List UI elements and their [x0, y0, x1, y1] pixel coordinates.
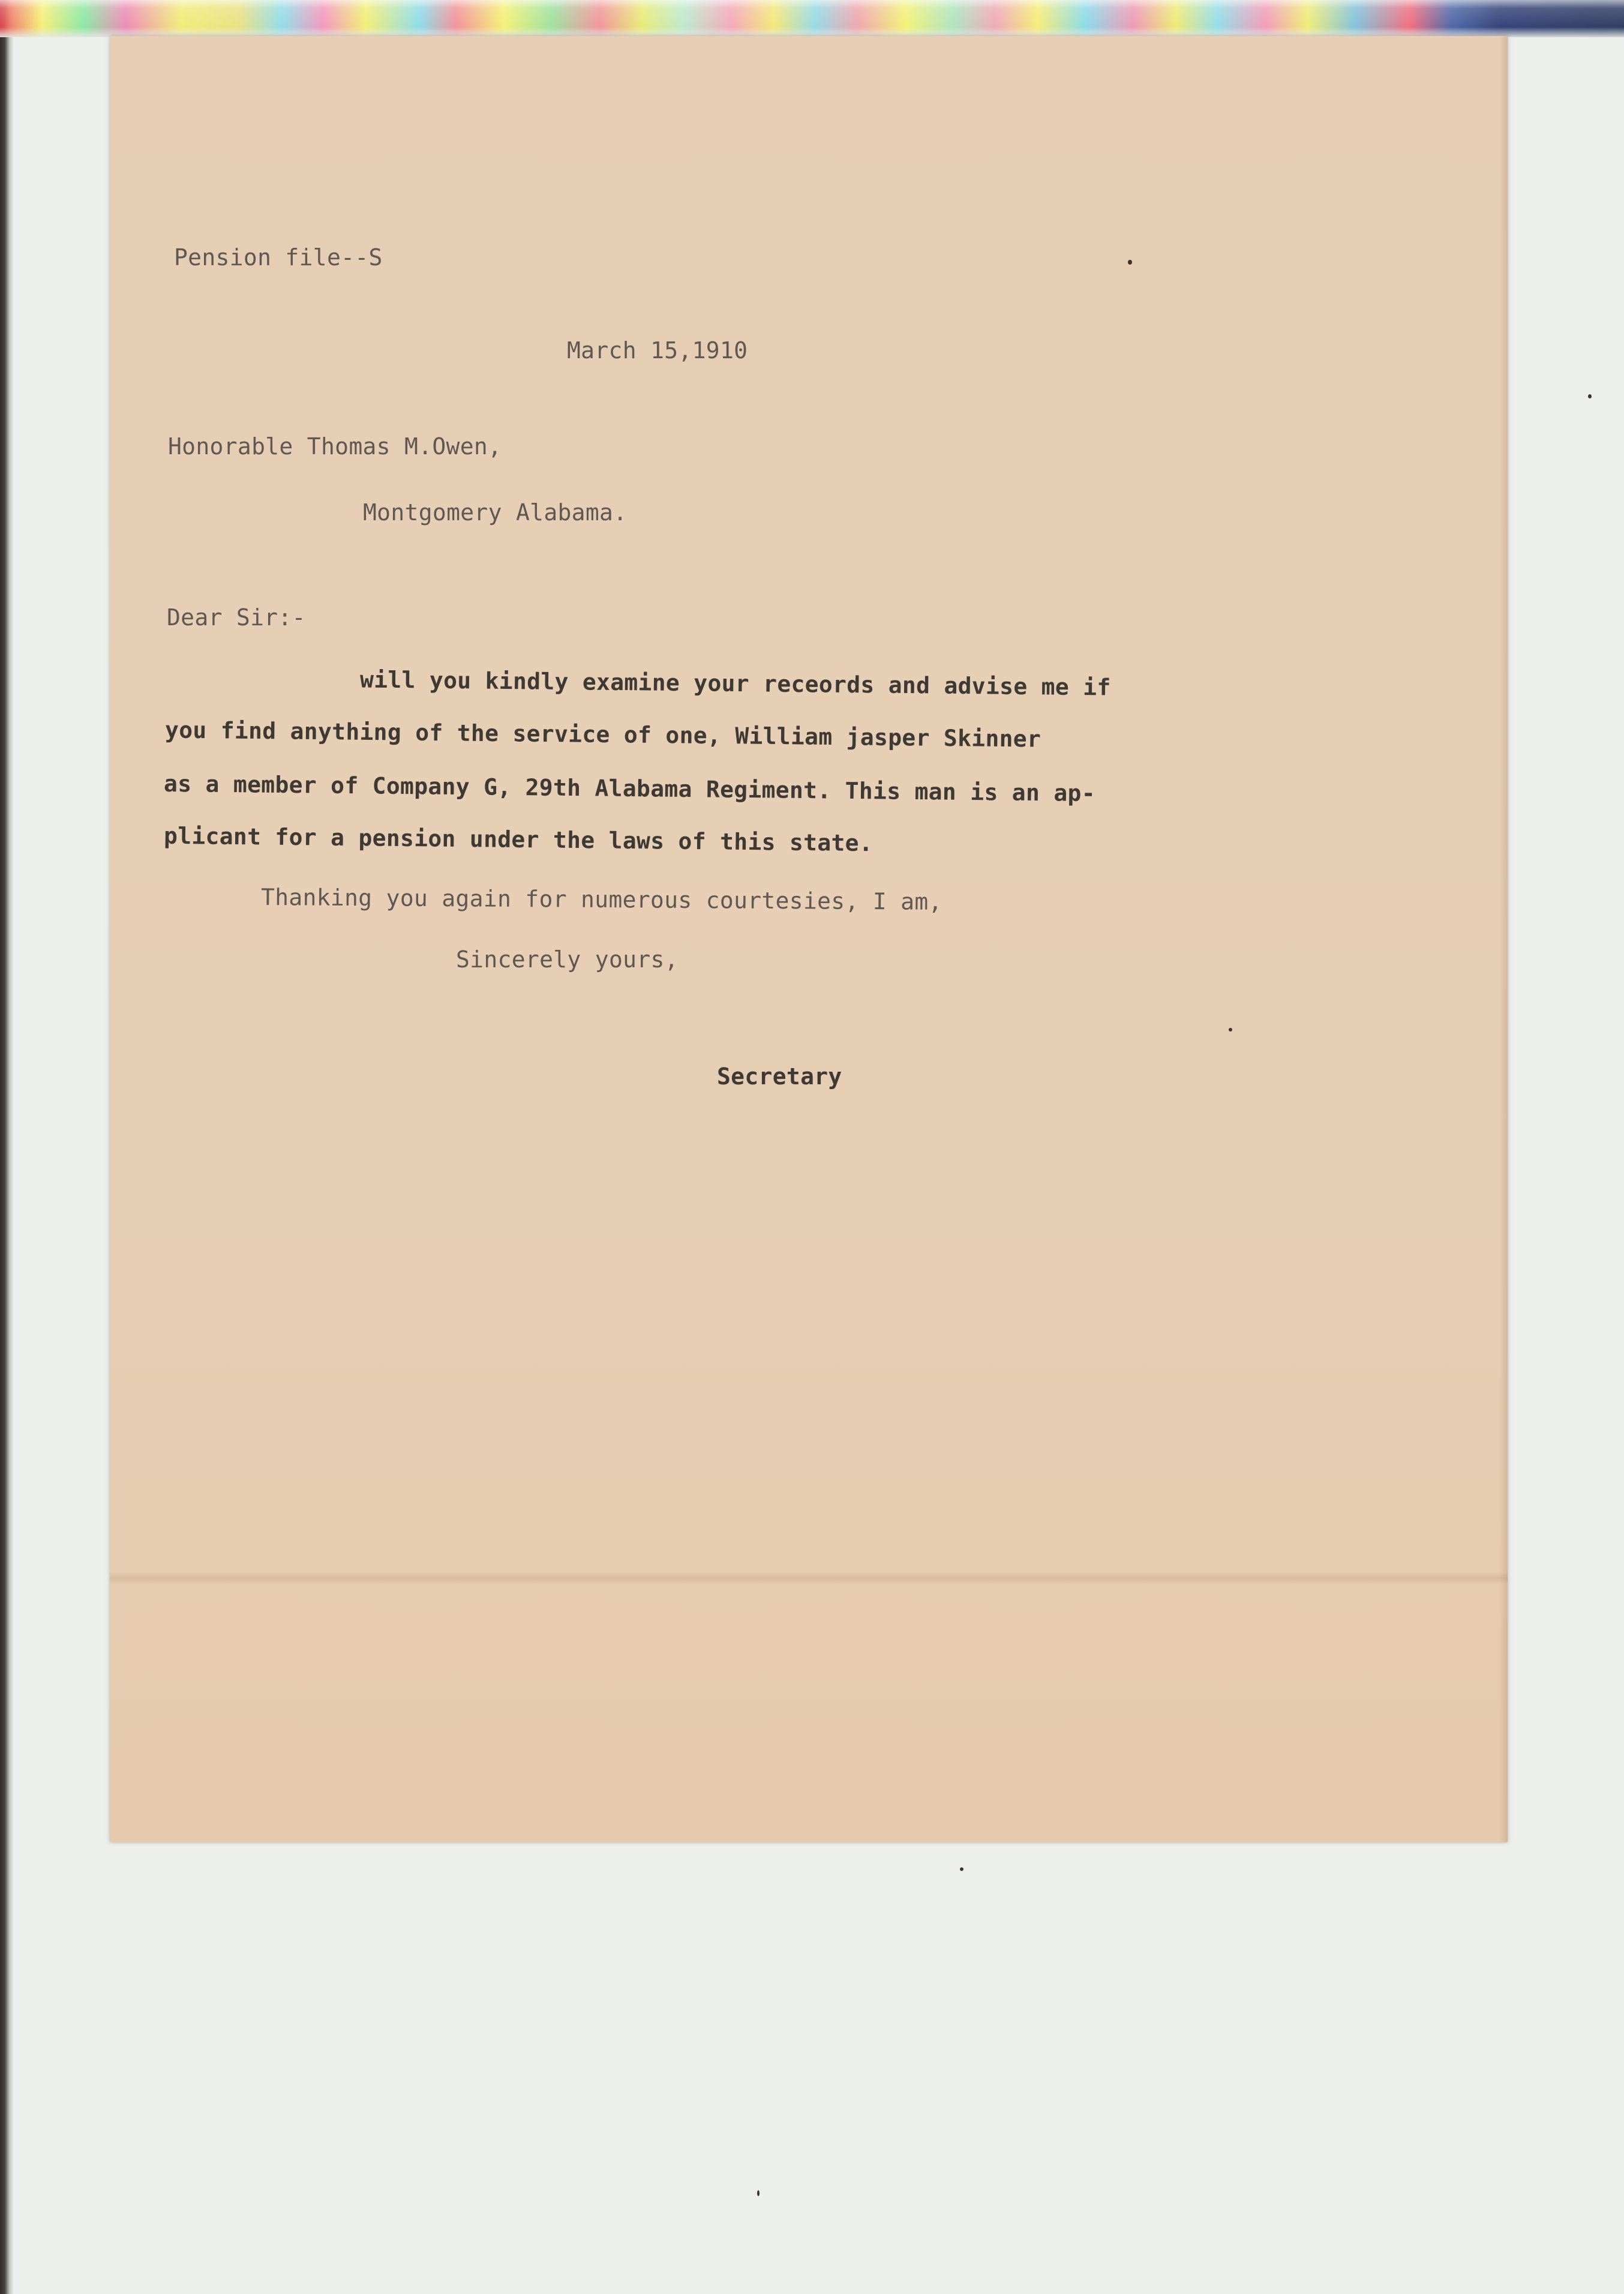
complimentary-close: Sincerely yours,	[456, 946, 679, 973]
body-line: will you kindly examine your receords and advise me if	[359, 666, 1111, 701]
letter-date: March 15,1910	[567, 337, 748, 364]
paper-right-edge	[1499, 36, 1508, 1842]
ink-speck	[1128, 260, 1132, 265]
paper-fold-line	[110, 1572, 1508, 1584]
file-reference: Pension file--S	[174, 244, 383, 271]
recipient-name: Honorable Thomas M.Owen,	[168, 433, 502, 460]
closing-thanks: Thanking you again for numerous courtesies, I am,	[260, 884, 942, 915]
body-line: as a member of Company G, 29th Alabama Regiment. This man is an ap-	[163, 770, 1096, 807]
scanner-strip-shade	[0, 0, 1624, 37]
ink-speck	[1588, 394, 1592, 398]
letter-sheet	[110, 36, 1508, 1842]
salutation: Dear Sir:-	[167, 604, 306, 631]
body-line: you find anything of the service of one, William jasper Skinner	[164, 716, 1041, 752]
ink-speck	[960, 1867, 963, 1871]
signature-title: Secretary	[717, 1063, 842, 1090]
ink-speck	[1229, 1028, 1232, 1031]
scanner-left-edge	[0, 0, 13, 2294]
body-line: plicant for a pension under the laws of this state.	[163, 822, 873, 857]
recipient-address: Montgomery Alabama.	[363, 499, 628, 526]
ink-speck	[757, 2190, 760, 2196]
